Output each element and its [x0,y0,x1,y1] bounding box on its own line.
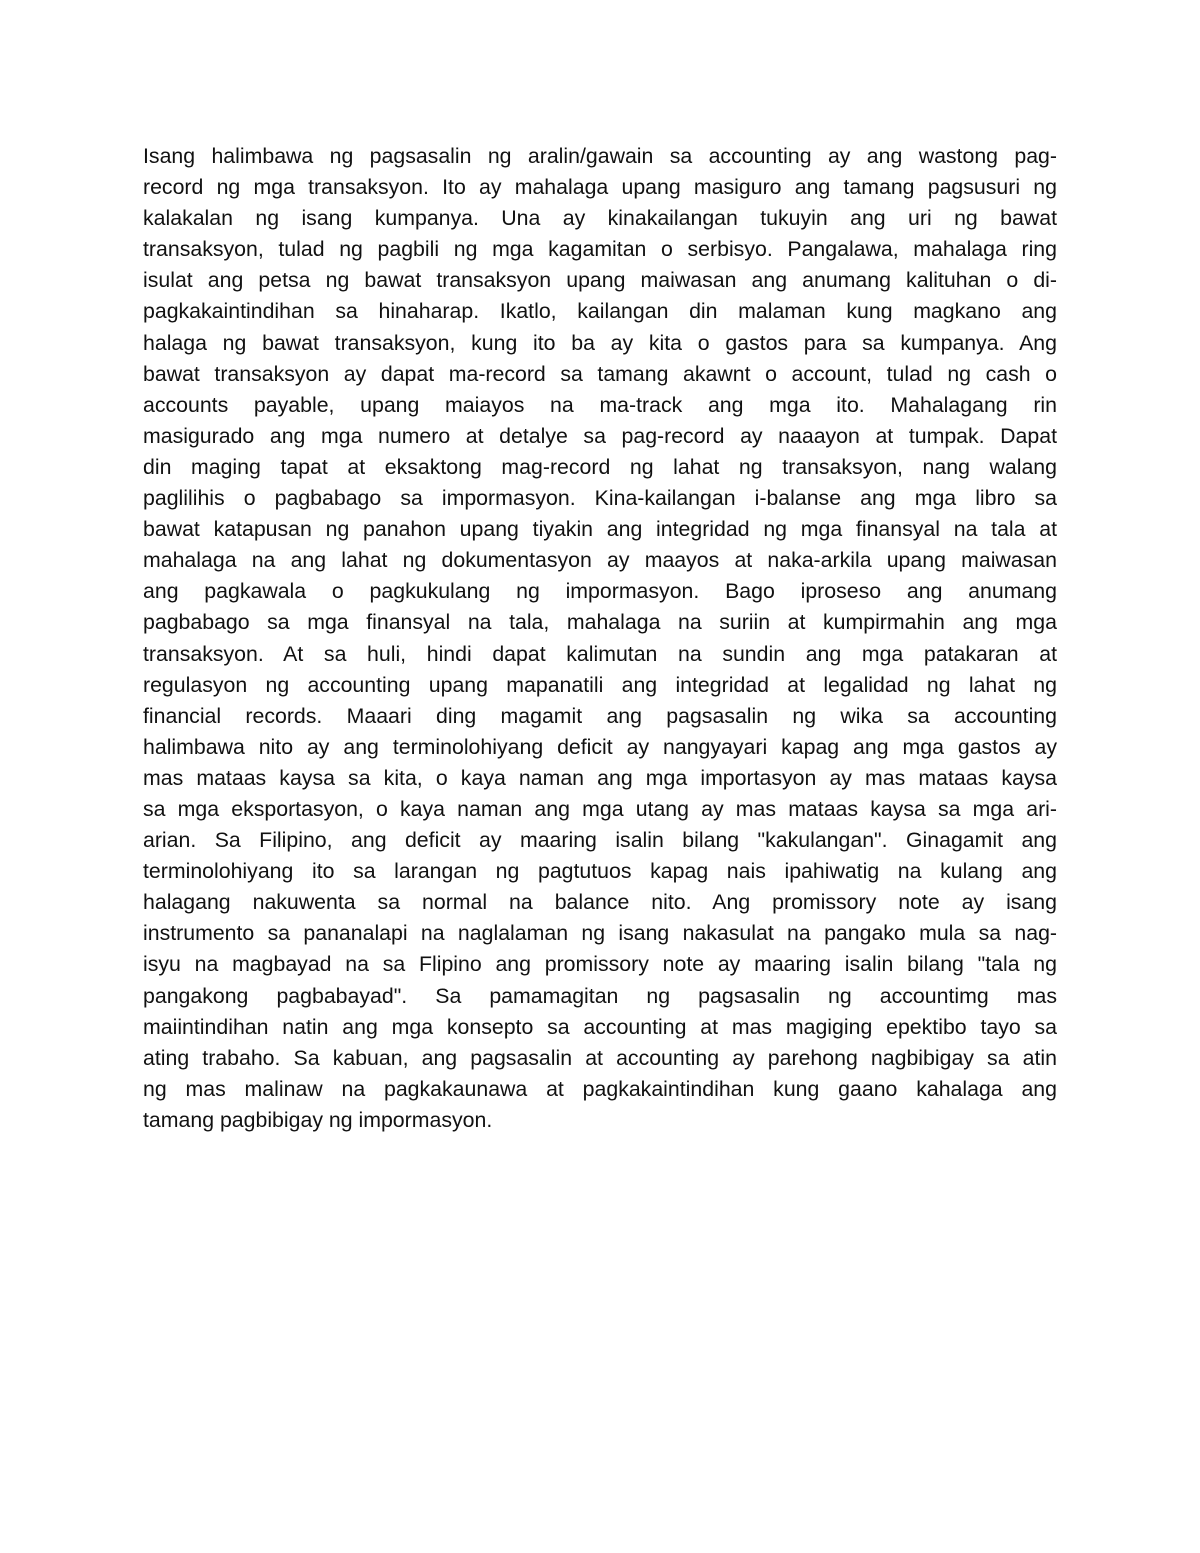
text-line: halaga ng bawat transaksyon, kung ito ba ay kita o gastos para sa kumpanya. Ang [143,330,1057,355]
text-line: mas mataas kaysa sa kita, o kaya naman ang mga importasyon ay mas mataas kaysa [143,765,1057,790]
text-line: sa mga eksportasyon, o kaya naman ang mga utang ay mas mataas kaysa sa mga ari- [143,796,1057,821]
text-line: paglilihis o pagbabago sa impormasyon. Kina-kailangan i-balanse ang mga libro sa [143,486,1057,511]
text-line: ang pagkawala o pagkukulang ng impormasyon. Bago iproseso ang anumang [143,579,1057,604]
text-line: pagkakaintindihan sa hinaharap. Ikatlo, kailangan din malaman kung magkano ang [143,299,1057,324]
text-line: halimbawa nito ay ang terminolohiyang deficit ay nangyayari kapag ang mga gastos ay [143,734,1057,759]
text-line: kalakalan ng isang kumpanya. Una ay kinakailangan tukuyin ang uri ng bawat [143,206,1057,231]
text-line: terminolohiyang ito sa larangan ng pagtutuos kapag nais ipahiwatig na kulang ang [143,859,1057,884]
text-line: pagbabago sa mga finansyal na tala, mahalaga na suriin at kumpirmahin ang mga [143,610,1057,635]
text-line: bawat katapusan ng panahon upang tiyakin ang integridad ng mga finansyal na tala at [143,517,1057,542]
text-line: isyu na magbayad na sa Flipino ang promissory note ay maaring isalin bilang "tala ng [143,952,1057,977]
text-line: Isang halimbawa ng pagsasalin ng aralin/gawain sa accounting ay ang wastong pag- [143,144,1057,168]
text-line: bawat transaksyon ay dapat ma-record sa tamang akawnt o account, tulad ng cash o [143,361,1057,386]
text-line: tamang pagbibigay ng impormasyon. [143,1107,493,1132]
text-line: instrumento sa pananalapi na naglalaman ng isang nakasulat na pangako mula sa nag- [143,921,1057,946]
text-line: accounts payable, upang maiayos na ma-track ang mga ito. Mahalagang rin [143,392,1057,417]
text-line: ating trabaho. Sa kabuan, ang pagsasalin at accounting ay parehong nagbibigay sa atin [143,1045,1057,1070]
text-line: isulat ang petsa ng bawat transaksyon upang maiwasan ang anumang kalituhan o di- [143,268,1057,293]
text-line: mahalaga na ang lahat ng dokumentasyon ay maayos at naka-arkila upang maiwasan [143,548,1057,573]
text-line: transaksyon, tulad ng pagbili ng mga kagamitan o serbisyo. Pangalawa, mahalaga ring [143,237,1057,262]
text-line: regulasyon ng accounting upang mapanatili ang integridad at legalidad ng lahat ng [143,672,1057,697]
text-line: record ng mga transaksyon. Ito ay mahalaga upang masiguro ang tamang pagsusuri ng [143,175,1057,200]
text-line: transaksyon. At sa huli, hindi dapat kalimutan na sundin ang mga patakaran at [143,641,1057,666]
text-line: pangakong pagbabayad". Sa pamamagitan ng pagsasalin ng accountimg mas [143,983,1057,1008]
text-line: ng mas malinaw na pagkakaunawa at pagkakaintindihan kung gaano kahalaga ang [143,1076,1057,1101]
text-line: financial records. Maaari ding magamit ang pagsasalin ng wika sa accounting [143,703,1057,728]
text-line: din maging tapat at eksaktong mag-record ng lahat ng transaksyon, nang walang [143,454,1057,479]
text-line: masigurado ang mga numero at detalye sa pag-record ay naaayon at tumpak. Dapat [143,423,1057,448]
text-line: halagang nakuwenta sa normal na balance nito. Ang promissory note ay isang [143,890,1057,915]
body-paragraph [143,141,1057,1136]
text-line: arian. Sa Filipino, ang deficit ay maaring isalin bilang "kakulangan". Ginagamit ang [143,828,1057,853]
text-line: maiintindihan natin ang mga konsepto sa accounting at mas magiging epektibo tayo sa [143,1014,1057,1039]
